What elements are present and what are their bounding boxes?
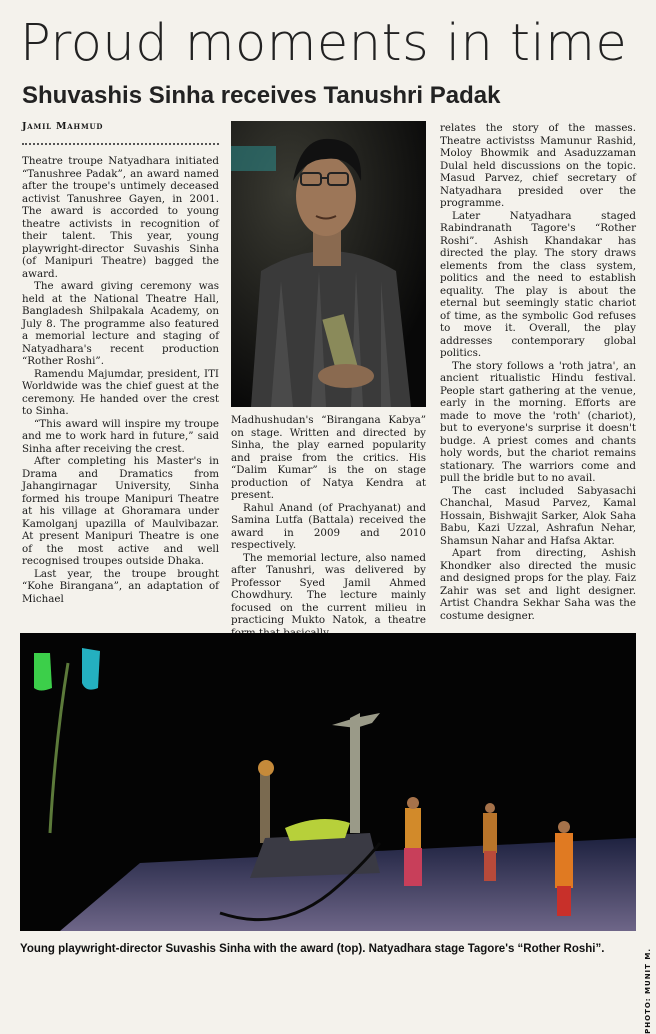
- paragraph: “This award will inspire my troupe and me to work hard in future,” said Sinha after receiving the crest.: [22, 417, 219, 455]
- subheadline: Shuvashis Sinha receives Tanushri Padak: [22, 82, 501, 109]
- portrait-illustration: [231, 121, 426, 407]
- article-column-3: [440, 122, 636, 622]
- stage-photo: [20, 633, 636, 931]
- photo-credit: PHOTO: MUNIT M.: [644, 948, 652, 1034]
- paragraph: The cast included Sabyasachi Chanchal, Masud Parvez, Kamal Hossain, Bishwajit Sarker, Alok Saha Babu, Kazi Uzzal, Ashrafun Nehar, Shamsun Nahar and Hafsa Aktar.: [440, 484, 636, 547]
- paragraph: The memorial lecture, also named after Tanushri, was delivered by Professor Syed Jamil Ahmed Chowdhury. The lecture mainly focused on the current milieu in practicing Mukto Natok, a theatre: [231, 551, 426, 626]
- byline: Jamil Mahmud: [22, 121, 104, 132]
- paragraph: Later Natyadhara staged Rabindranath Tagore's “Rother Roshi”. Ashish Khandakar has directed the play. The story draws elements from the class system, politics and the need to establish equality. The play is about the eternal but seemingly static chariot of time, as the symbolic God refuses to move it. Overall, the play addresses contemporary global politics.: [440, 209, 636, 359]
- paragraph: Theatre troupe Natyadhara initiated “Tanushree Padak”, an award named after the troupe's untimely deceased activist Tanushree Gayen, in 2001. The award is accorded to young theatre activists in recognition of their talent. This year, young playwright-director Suvashis Sinha (of Manipuri Theatre) bagged the award.: [22, 155, 219, 280]
- article-column-1: [22, 155, 219, 605]
- byline-divider: [22, 143, 219, 145]
- headline: Proud moments in time: [20, 14, 628, 73]
- paragraph: Ramendu Majumdar, president, ITI Worldwide was the chief guest at the ceremony. He handed over the crest to Sinha.: [22, 367, 219, 417]
- photo-caption: Young playwright-director Suvashis Sinha with the award (top). Natyadhara stage Tagore's “Rother Roshi”.: [20, 943, 605, 955]
- portrait-photo: [231, 121, 426, 407]
- paragraph: The award giving ceremony was held at the National Theatre Hall, Bangladesh Shilpakala Academy, on July 8. The programme also featured a memorial lecture and staging of Natyadhara's recent production “Rother Roshi”.: [22, 280, 219, 367]
- article-column-2: [231, 414, 426, 639]
- paragraph: The story follows a 'roth jatra', an ancient ritualistic Hindu festival. People start gathering at the venue, early in the morning. Efforts are made to move the 'roth' (chariot), but to everyone's surprise it doesn't budge. A priest comes and chants holy words, but the chariot remains stationary. The warriors come and pull the bridle but to no avail.: [440, 359, 636, 484]
- paragraph: Last year, the troupe brought “Kohe Birangana”, an adaptation of Michael: [22, 567, 219, 605]
- paragraph: Apart from directing, Ashish Khondker also directed the music and designed props for the play. Faiz Zahir was set and light designer. Artist Chandra Sekhar Saha was the costume designer.: [440, 547, 636, 622]
- paragraph: After completing his Master's in Drama and Dramatics from Jahangirnagar University, Sinha formed his troupe Manipuri Theatre at his village at Ghoramara under Kamolganj upazilla of Maulvibazar. At present Manipuri Theatre is one of the most active and well recognised troupes outside Dhaka.: [22, 455, 219, 567]
- stage-illustration: [20, 633, 636, 931]
- paragraph: relates the story of the masses. Theatre activistss Mamunur Rashid, Moloy Bhowmik and Asaduzzaman Dulal held discussions on the topic. Masud Parvez, chief secretary of Natyadhara presided over the programme.: [440, 122, 636, 209]
- paragraph: Rahul Anand (of Prachyanat) and Samina Lutfa (Battala) received the award in 2009 and 2010 respectively.: [231, 501, 426, 551]
- paragraph: Madhushudan's “Birangana Kabya” on stage. Written and directed by Sinha, the play earned popularity and praise from the critics. His “Dalim Kumar” is the on stage production of Natya Kendra at present.: [231, 414, 426, 501]
